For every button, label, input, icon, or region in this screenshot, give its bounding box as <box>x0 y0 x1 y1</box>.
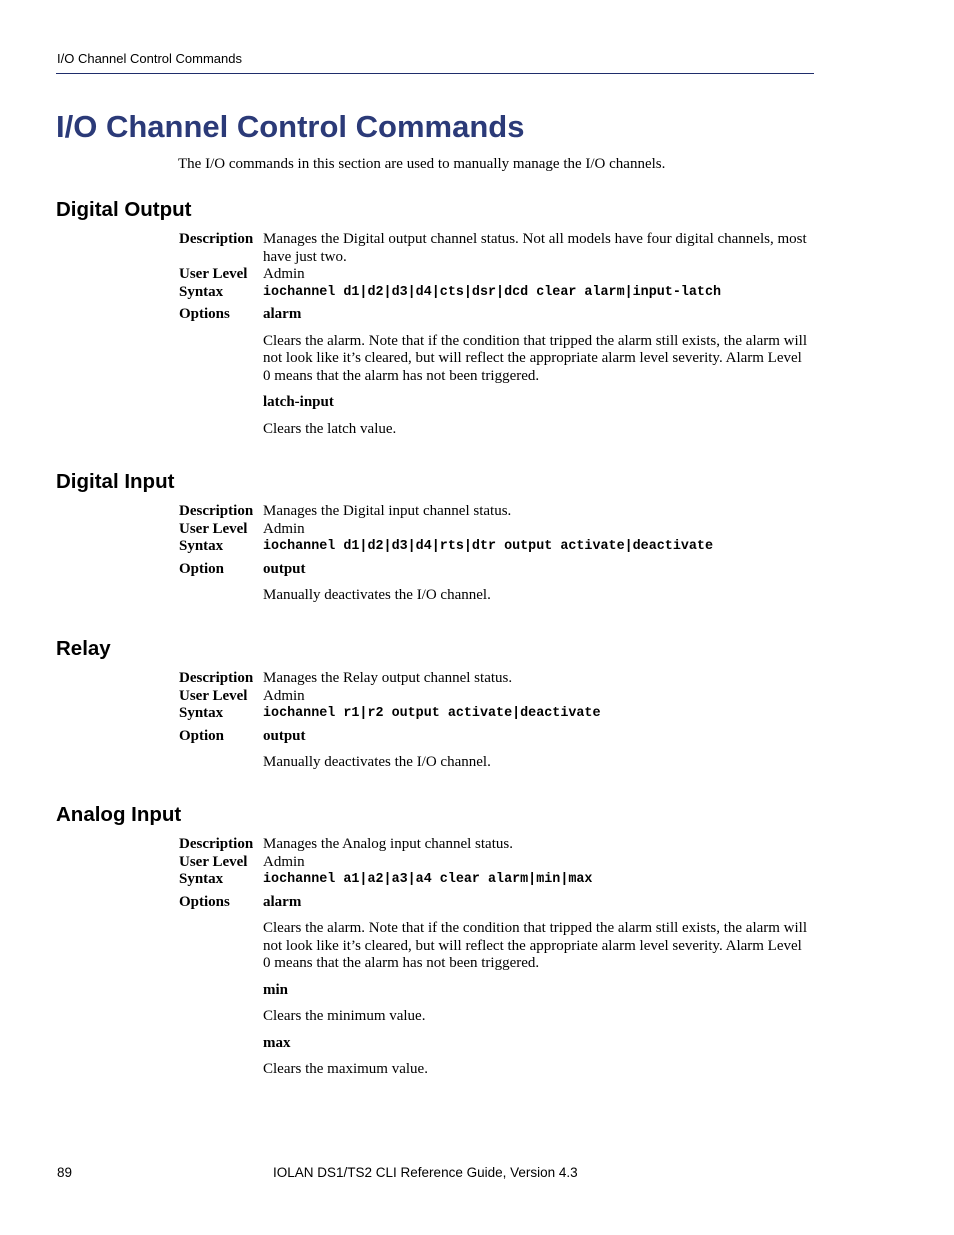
syntax-code: iochannel r1|r2 output activate|deactivate <box>263 706 601 721</box>
user-level-value: Admin <box>263 520 305 537</box>
description-label: Description <box>179 670 254 686</box>
option-name: output <box>263 560 306 577</box>
option-label: Option <box>179 560 225 577</box>
option-name: output <box>263 727 306 744</box>
syntax-code: iochannel d1|d2|d3|d4|rts|dtr output activate|deactivate <box>263 539 713 554</box>
definition-list <box>179 670 809 772</box>
intro-paragraph: The I/O commands in this section are used to manually manage the I/O channels. <box>178 156 666 172</box>
options-label: Options <box>179 306 230 322</box>
definition-list <box>179 503 809 605</box>
user-level-label: User Level <box>179 266 248 282</box>
section-title: Relay <box>56 637 111 660</box>
option-label: Option <box>179 727 225 744</box>
description-text: Manages the Digital input channel status. <box>263 503 512 519</box>
option-description: Clears the latch value. <box>263 420 397 437</box>
option-description: Manually deactivates the I/O channel. <box>263 754 491 770</box>
option-name: alarm <box>263 893 302 910</box>
user-level-value: Admin <box>263 266 305 282</box>
option-description: Manually deactivates the I/O channel. <box>263 587 491 603</box>
running-header: I/O Channel Control Commands <box>57 51 242 66</box>
definition-list <box>179 836 809 1079</box>
definition-list <box>179 231 809 438</box>
user-level-value: Admin <box>263 687 305 704</box>
syntax-label: Syntax <box>179 283 224 300</box>
page-title: I/O Channel Control Commands <box>56 109 525 144</box>
description-text: Manages the Digital output channel status. Not all models have four digital channels, most have just two. <box>263 231 807 265</box>
option-name: min <box>263 981 289 998</box>
option-name: latch-input <box>263 394 334 410</box>
description-label: Description <box>179 836 254 852</box>
syntax-label: Syntax <box>179 538 224 554</box>
footer-doc-title: IOLAN DS1/TS2 CLI Reference Guide, Version 4.3 <box>273 1165 578 1180</box>
section-title: Digital Output <box>56 198 192 221</box>
syntax-label: Syntax <box>179 871 224 887</box>
description-label: Description <box>179 503 254 519</box>
section-title: Digital Input <box>56 470 175 493</box>
option-description: Clears the alarm. Note that if the condition that tripped the alarm still exists, the alarm will not look like it’s cleared, but will reflect the appropriate alarm level severity. Alarm Level 0 means that the alarm has not been triggered. <box>263 332 808 384</box>
section-title: Analog Input <box>56 803 182 826</box>
option-name: alarm <box>263 306 302 322</box>
description-text: Manages the Relay output channel status. <box>263 670 513 686</box>
option-description: Clears the alarm. Note that if the condition that tripped the alarm still exists, the alarm will not look like it’s cleared, but will reflect the appropriate alarm level severity. Alarm Level 0 means that the alarm has not been triggered. <box>263 920 808 971</box>
page-number: 89 <box>57 1165 73 1180</box>
options-label: Options <box>179 893 230 910</box>
syntax-label: Syntax <box>179 705 224 721</box>
syntax-code: iochannel d1|d2|d3|d4|cts|dsr|dcd clear alarm|input-latch <box>263 284 722 300</box>
option-description: Clears the minimum value. <box>263 1008 426 1024</box>
description-label: Description <box>179 231 254 247</box>
user-level-label: User Level <box>179 687 248 704</box>
option-description: Clears the maximum value. <box>263 1061 428 1077</box>
user-level-value: Admin <box>263 853 305 870</box>
option-name: max <box>263 1034 291 1051</box>
header-divider <box>56 73 814 74</box>
user-level-label: User Level <box>179 853 248 870</box>
description-text: Manages the Analog input channel status. <box>263 836 513 852</box>
user-level-label: User Level <box>179 520 248 537</box>
syntax-code: iochannel a1|a2|a3|a4 clear alarm|min|max <box>263 872 593 887</box>
